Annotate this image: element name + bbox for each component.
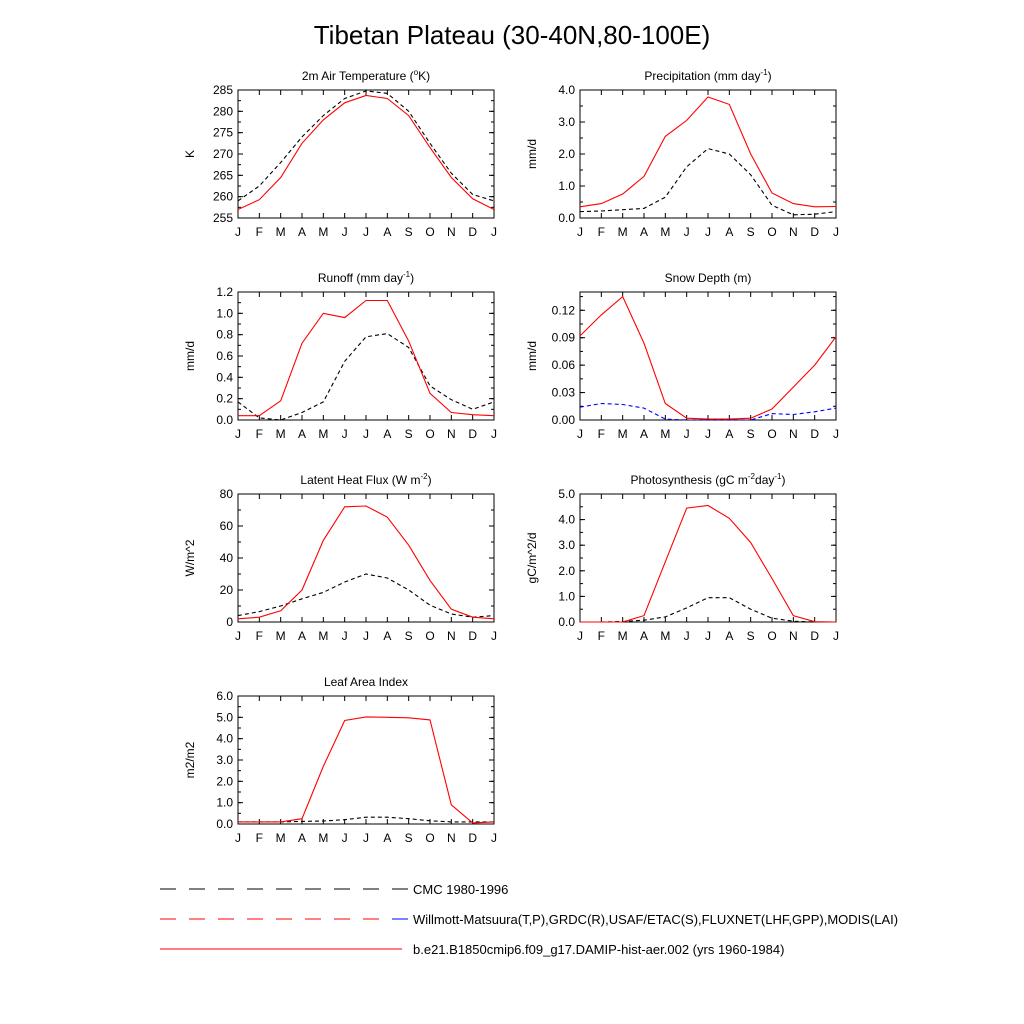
y-tick-label: 255 <box>212 211 233 225</box>
y-tick-label: 60 <box>219 519 233 533</box>
x-tick-label: J <box>363 831 369 845</box>
series-line-model-1 <box>580 97 836 207</box>
x-tick-label: A <box>639 225 649 239</box>
panel-title-runoff: Runoff (mm day$^{-1}$) <box>317 270 415 285</box>
x-tick-label: J <box>235 427 241 441</box>
y-axis-label: K <box>183 149 197 159</box>
plot-frame <box>580 90 836 218</box>
x-tick-label: D <box>468 831 478 845</box>
x-tick-label: F <box>255 629 264 643</box>
plot-frame <box>238 494 494 622</box>
x-tick-label: D <box>810 629 820 643</box>
x-tick-label: F <box>255 831 264 845</box>
y-axis-label: mm/d <box>525 341 539 371</box>
y-tick-label: 0 <box>226 615 233 629</box>
x-tick-label: J <box>235 629 241 643</box>
x-tick-label: D <box>468 629 478 643</box>
x-tick-label: D <box>810 427 820 441</box>
x-tick-label: S <box>746 427 755 441</box>
x-tick-label: J <box>577 225 583 239</box>
y-tick-label: 260 <box>212 189 233 204</box>
x-tick-label: S <box>404 427 413 441</box>
x-tick-label: N <box>788 427 798 441</box>
y-tick-label: 0.09 <box>551 330 575 345</box>
series-line-obs-0 <box>580 149 836 215</box>
x-tick-label: S <box>746 629 755 643</box>
panels <box>183 68 839 845</box>
legend <box>160 882 898 957</box>
x-tick-label: F <box>597 427 606 441</box>
legend-item <box>160 882 508 897</box>
x-tick-label: J <box>235 831 241 845</box>
x-tick-label: S <box>404 831 413 845</box>
x-tick-label: J <box>577 427 583 441</box>
x-tick-label: F <box>597 225 606 239</box>
plot-frame <box>580 292 836 420</box>
panel-title-tsa: 2m Air Temperature ($^o$K) <box>301 68 431 83</box>
panel-title-prec: Precipitation (mm day$^{-1}$) <box>644 68 772 83</box>
y-tick-label: 4.0 <box>216 731 233 746</box>
x-tick-label: N <box>446 427 456 441</box>
x-tick-label: J <box>833 225 839 239</box>
series-line-model-2 <box>580 297 836 420</box>
y-axis-label: m2/m2 <box>183 741 197 779</box>
y-tick-label: 1.0 <box>216 795 233 810</box>
x-tick-label: A <box>639 629 649 643</box>
plot-frame <box>238 696 494 824</box>
x-tick-label: A <box>383 427 392 441</box>
x-tick-label: O <box>425 629 435 643</box>
x-tick-label: J <box>491 225 497 239</box>
series-line-model-1 <box>238 301 494 416</box>
x-tick-label: J <box>683 427 690 441</box>
panel-gpp <box>525 472 839 643</box>
y-tick-label: 6.0 <box>216 689 233 703</box>
y-tick-label: 5.0 <box>216 710 233 725</box>
y-tick-label: 1.0 <box>216 306 233 321</box>
x-tick-label: J <box>235 225 241 239</box>
y-tick-label: 1.2 <box>216 285 233 299</box>
x-tick-label: N <box>446 831 456 845</box>
y-tick-label: 4.0 <box>558 512 575 527</box>
x-tick-label: A <box>297 831 307 845</box>
x-tick-label: S <box>404 225 413 239</box>
panel-title-lhf: Latent Heat Flux (W $m^{-2}$) <box>300 472 432 487</box>
x-tick-label: J <box>683 629 690 643</box>
x-tick-label: J <box>341 629 348 643</box>
y-tick-label: 0.12 <box>551 303 575 318</box>
y-tick-label: 40 <box>219 551 233 565</box>
x-tick-label: A <box>383 831 392 845</box>
x-tick-label: N <box>446 629 456 643</box>
x-tick-label: N <box>446 225 456 239</box>
x-tick-label: N <box>788 629 798 643</box>
series-line-obs-0 <box>238 334 494 420</box>
x-tick-label: O <box>425 225 435 239</box>
panel-tsa <box>183 68 497 239</box>
x-tick-label: M <box>660 629 671 643</box>
y-tick-label: 270 <box>212 147 233 161</box>
x-tick-label: S <box>404 629 413 643</box>
x-tick-label: O <box>425 427 435 441</box>
y-tick-label: 265 <box>212 168 233 183</box>
x-tick-label: A <box>725 225 734 239</box>
x-tick-label: D <box>468 225 478 239</box>
x-tick-label: J <box>833 629 839 643</box>
panel-title-lai: Leaf Area Index <box>323 675 409 689</box>
y-tick-label: 3.0 <box>558 538 575 553</box>
y-tick-label: 275 <box>212 125 233 140</box>
x-tick-label: M <box>275 427 286 441</box>
y-tick-label: 5.0 <box>558 487 575 501</box>
x-tick-label: M <box>318 427 329 441</box>
x-tick-label: J <box>683 225 690 239</box>
y-axis-label: mm/d <box>183 341 197 371</box>
y-axis-label: W/m^2 <box>183 539 197 577</box>
series-line-model-1 <box>580 506 836 623</box>
y-tick-label: 0.00 <box>551 413 575 427</box>
y-tick-label: 280 <box>212 104 233 119</box>
x-tick-label: J <box>491 427 497 441</box>
x-tick-label: A <box>297 629 307 643</box>
y-tick-label: 0.06 <box>551 358 575 373</box>
x-tick-label: O <box>425 831 435 845</box>
legend-label: Willmott-Matsuura(T,P),GRDC(R),USAF/ETAC(S),FLUXNET(LHF,GPP),MODIS(LAI) <box>413 912 899 927</box>
x-tick-label: A <box>383 629 392 643</box>
panel-runoff <box>183 270 497 441</box>
x-tick-label: M <box>275 629 286 643</box>
series-line-model-1 <box>238 96 494 210</box>
x-tick-label: D <box>468 427 478 441</box>
figure-title: Tibetan Plateau (30-40N,80-100E) <box>313 20 711 50</box>
series-line-model-1 <box>238 506 494 619</box>
y-axis-label: mm/d <box>525 139 539 169</box>
y-tick-label: 0.03 <box>551 385 575 400</box>
x-tick-label: J <box>363 629 369 643</box>
y-tick-label: 3.0 <box>558 115 575 129</box>
panel-lai <box>183 675 497 845</box>
panel-prec <box>525 68 839 239</box>
x-tick-label: J <box>491 831 497 845</box>
x-tick-label: M <box>617 225 628 239</box>
y-tick-label: 1.0 <box>558 589 575 604</box>
y-tick-label: 0.8 <box>216 327 233 342</box>
series-line-model-1 <box>238 717 494 823</box>
y-tick-label: 0.2 <box>216 391 233 406</box>
x-tick-label: M <box>275 831 286 845</box>
y-tick-label: 0.6 <box>216 349 233 363</box>
x-tick-label: S <box>746 225 755 239</box>
y-tick-label: 3.0 <box>216 753 233 767</box>
y-tick-label: 80 <box>219 487 233 501</box>
x-tick-label: J <box>341 427 348 441</box>
x-tick-label: M <box>318 629 329 643</box>
x-tick-label: M <box>617 629 628 643</box>
y-tick-label: 0.0 <box>558 615 575 629</box>
y-axis-label: gC/m^2/d <box>525 532 539 584</box>
y-tick-label: 4.0 <box>558 83 575 97</box>
plot-frame <box>238 292 494 420</box>
x-tick-label: M <box>275 225 286 239</box>
x-tick-label: N <box>788 225 798 239</box>
x-tick-label: A <box>725 629 734 643</box>
x-tick-label: A <box>725 427 734 441</box>
plot-frame <box>580 494 836 622</box>
x-tick-label: M <box>617 427 628 441</box>
x-tick-label: F <box>597 629 606 643</box>
x-tick-label: J <box>341 225 348 239</box>
y-tick-label: 0.4 <box>216 370 233 385</box>
x-tick-label: J <box>833 427 839 441</box>
plot-frame <box>238 90 494 218</box>
x-tick-label: F <box>255 225 264 239</box>
y-tick-label: 20 <box>219 583 233 597</box>
x-tick-label: J <box>705 427 711 441</box>
x-tick-label: M <box>660 225 671 239</box>
x-tick-label: M <box>318 225 329 239</box>
y-tick-label: 2.0 <box>216 774 233 789</box>
x-tick-label: D <box>810 225 820 239</box>
x-tick-label: F <box>255 427 264 441</box>
legend-item <box>160 912 898 927</box>
panel-snow <box>525 271 839 441</box>
x-tick-label: J <box>363 225 369 239</box>
x-tick-label: J <box>491 629 497 643</box>
y-tick-label: 0.0 <box>216 413 233 427</box>
x-tick-label: A <box>297 427 307 441</box>
legend-item <box>160 942 784 957</box>
x-tick-label: O <box>767 629 777 643</box>
y-tick-label: 2.0 <box>558 147 575 161</box>
x-tick-label: A <box>383 225 392 239</box>
legend-label: CMC 1980-1996 <box>413 882 509 897</box>
legend-label: b.e21.B1850cmip6.f09_g17.DAMIP-hist-aer.002 (yrs 1960-1984) <box>413 942 785 957</box>
x-tick-label: A <box>297 225 307 239</box>
x-tick-label: J <box>705 629 711 643</box>
x-tick-label: M <box>660 427 671 441</box>
y-tick-label: 0.0 <box>558 211 575 225</box>
y-tick-label: 285 <box>212 83 233 97</box>
x-tick-label: J <box>341 831 348 845</box>
x-tick-label: O <box>767 225 777 239</box>
y-tick-label: 2.0 <box>558 563 575 578</box>
panel-title-gpp: Photosynthesis (gC $m^{-2}day^{-1}$) <box>630 472 786 487</box>
y-tick-label: 0.0 <box>216 817 233 831</box>
x-tick-label: J <box>577 629 583 643</box>
x-tick-label: J <box>363 427 369 441</box>
panel-lhf <box>183 472 497 643</box>
x-tick-label: M <box>318 831 329 845</box>
panel-title-snow: Snow Depth (m) <box>664 271 752 285</box>
y-tick-label: 1.0 <box>558 179 575 193</box>
x-tick-label: J <box>705 225 711 239</box>
x-tick-label: A <box>639 427 649 441</box>
x-tick-label: O <box>767 427 777 441</box>
series-line-obs-0 <box>238 91 494 201</box>
